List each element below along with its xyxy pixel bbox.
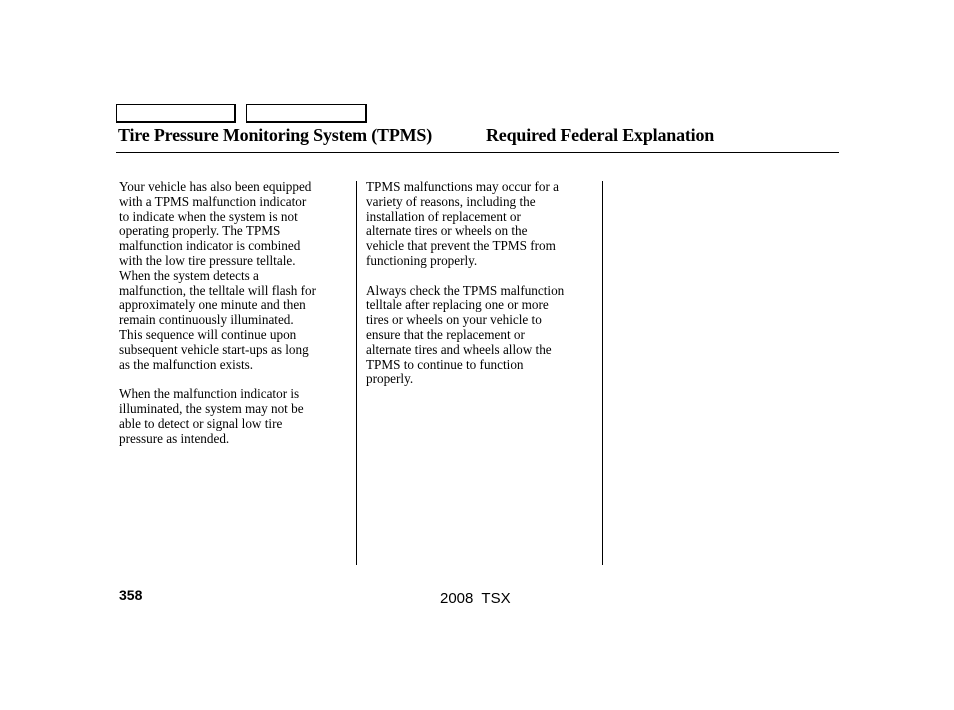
page-title: Tire Pressure Monitoring System (TPMS) [118,125,433,145]
paragraph: When the malfunction indicator is illuminated, the system may not be able to detect or signal low tire pressure as intended. [119,386,304,446]
nav-button-previous[interactable] [116,104,236,123]
page-number: 358 [119,587,143,603]
paragraph: Your vehicle has also been equipped with a TPMS malfunction indicator to indicate when the system is not operating properly. The TPMS malfunction indicator is combined with the low tire pressure telltale. When the system detects a malfunction, the telltale will flash for approximately one minute and then remain continuously illuminated. This sequence will continue upon subsequent vehicle start-ups as long as the malfunction exists. [119,179,317,372]
footer-model: 2008 TSX [440,590,511,607]
paragraph: TPMS malfunctions may occur for a variety of reasons, including the installation of replacement or alternate tires or wheels on the vehicle that prevent the TPMS from functioning properly. [366,179,560,268]
column-divider [602,181,603,565]
section-title: Required Federal Explanation [486,125,715,145]
column-divider [356,181,357,565]
paragraph: Always check the TPMS malfunction telltale after replacing one or more tires or wheels on your vehicle to ensure that the replacement or alternate tires and wheels allow the TPMS to continue to function properly. [366,282,565,387]
nav-button-next[interactable] [246,104,367,123]
header-divider [116,152,839,153]
text-column-2 [366,180,598,402]
text-column-1 [119,180,351,461]
